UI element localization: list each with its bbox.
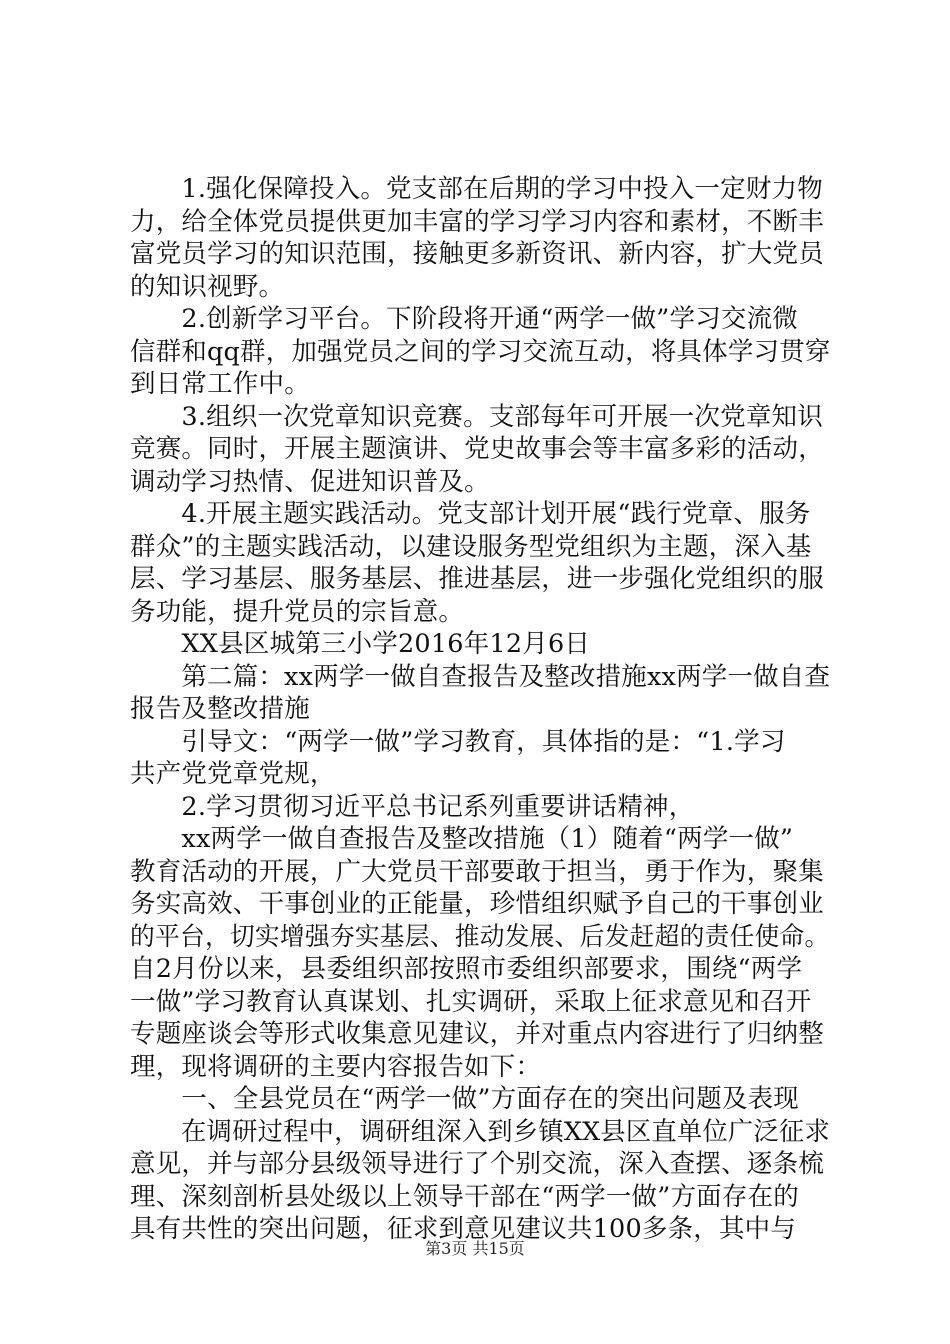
text-line: 共产党党章党规，	[130, 759, 336, 789]
page-number-footer: 第3页 共15页	[425, 1239, 525, 1258]
text-line: 竞赛。同时，开展主题演讲、党史故事会等丰富多彩的活动，	[130, 434, 824, 464]
text-line: 的平台，切实增强夯实基层、推动发展、后发赶超的责任使命。	[130, 922, 830, 952]
text-line: 力，给全体党员提供更加丰富的学习学习内容和素材，不断丰	[130, 207, 824, 237]
text-line: 富党员学习的知识范围，接触更多新资讯、新内容，扩大党员	[130, 239, 824, 269]
text-line: 调动学习热情、促进知识普及。	[130, 467, 490, 497]
text-line: 第二篇：xx两学一做自查报告及整改措施xx两学一做自查	[130, 662, 831, 692]
text-line: 教育活动的开展，广大党员干部要敢于担当，勇于作为，聚集	[130, 857, 824, 887]
text-line: 1.强化保障投入。党支部在后期的学习中投入一定财力物	[130, 174, 823, 204]
text-line: xx两学一做自查报告及整改措施（1）随着“两学一做”	[130, 824, 794, 854]
text-line: 4.开展主题实践活动。党支部计划开展“践行党章、服务	[130, 499, 811, 529]
text-line: 在调研过程中，调研组深入到乡镇XX县区直单位广泛征求	[130, 1117, 830, 1147]
text-line: 一做”学习教育认真谋划、扎实调研，采取上征求意见和召开	[130, 987, 812, 1017]
text-line: 引导文：“两学一做”学习教育，具体指的是：“1.学习	[130, 727, 786, 757]
text-line: 群众”的主题实践活动，以建设服务型党组织为主题，深入基	[130, 532, 812, 562]
text-line: 自2月份以来，县委组织部按照市委组织部要求，围绕“两学	[130, 954, 803, 984]
text-line: 的知识视野。	[130, 272, 285, 302]
text-line: XX县区城第三小学2016年12月6日	[130, 629, 591, 659]
text-line: 一、全县党员在“两学一做”方面存在的突出问题及表现	[130, 1084, 799, 1114]
text-line: 2.学习贯彻习近平总书记系列重要讲话精神，	[130, 792, 695, 822]
text-line: 3.组织一次党章知识竞赛。支部每年可开展一次党章知识	[130, 402, 823, 432]
text-line: 到日常工作中。	[130, 369, 310, 399]
text-line: 报告及整改措施	[130, 694, 310, 724]
text-line: 理，现将调研的主要内容报告如下：	[130, 1052, 542, 1082]
text-line: 务功能，提升党员的宗旨意。	[130, 597, 465, 627]
text-line: 具有共性的突出问题，征求到意见建议共100多条，其中与	[130, 1214, 797, 1244]
text-line: 意见，并与部分县级领导进行了个别交流，深入查摆、逐条梳	[130, 1149, 824, 1179]
text-line: 2.创新学习平台。下阶段将开通“两学一做”学习交流微	[130, 304, 799, 334]
text-line: 理、深刻剖析县处级以上领导干部在“两学一做”方面存在的	[130, 1182, 799, 1212]
text-line: 层、学习基层、服务基层、推进基层，进一步强化党组织的服	[130, 564, 824, 594]
text-line: 信群和qq群，加强党员之间的学习交流互动，将具体学习贯穿	[130, 337, 831, 367]
text-line: 务实高效、干事创业的正能量，珍惜组织赋予自己的干事创业	[130, 889, 824, 919]
text-line: 专题座谈会等形式收集意见建议，并对重点内容进行了归纳整	[130, 1019, 824, 1049]
